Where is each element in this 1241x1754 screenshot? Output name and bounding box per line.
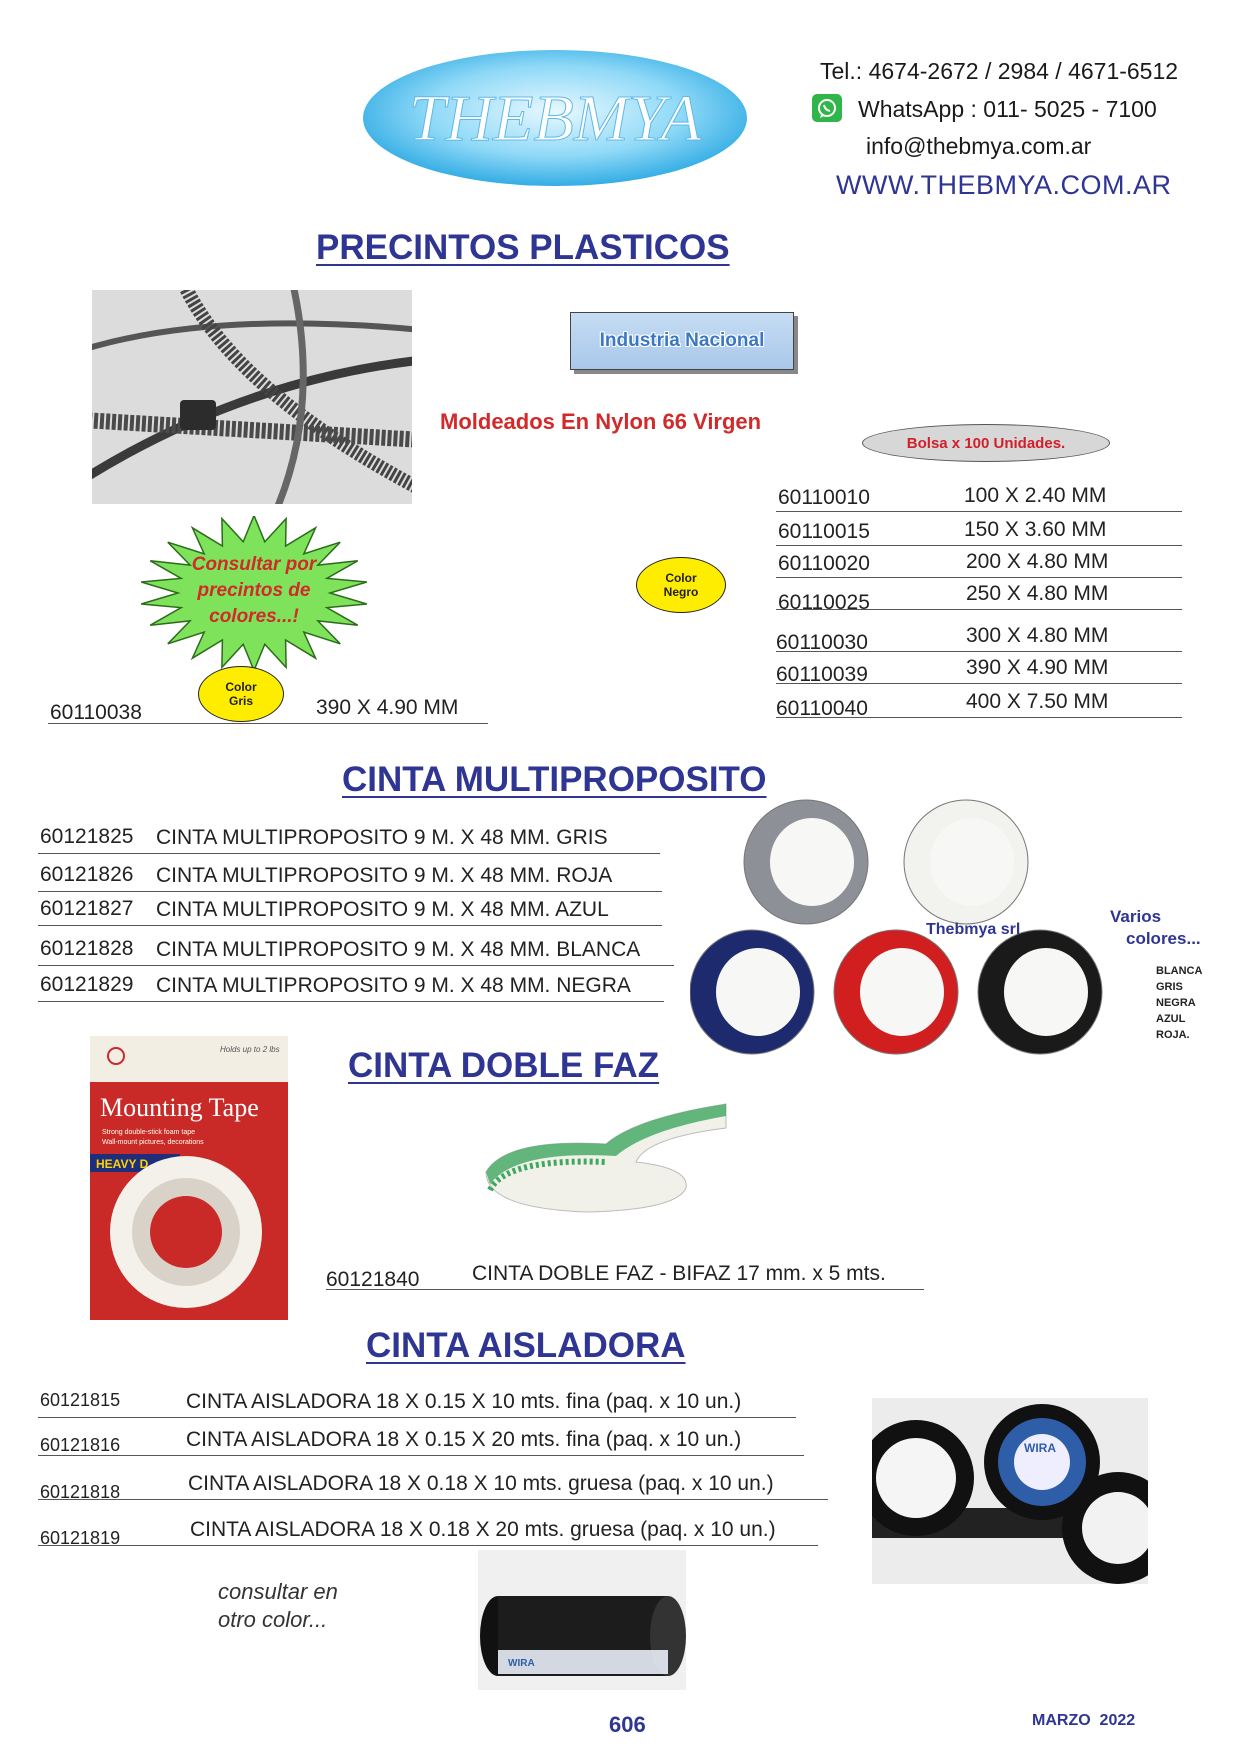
starburst-line: colores...! [209, 606, 299, 627]
table-row: 60121825 CINTA MULTIPROPOSITO 9 M. X 48 MM. GRIS [38, 824, 660, 854]
svg-text:NEGRA: NEGRA [1156, 997, 1196, 1009]
table-row: 60110038 390 X 4.90 MM [48, 694, 488, 724]
starburst-line: Consultar por [191, 554, 317, 575]
svg-text:Wall-mount pictures, decoratio: Wall-mount pictures, decorations [102, 1139, 204, 1146]
email: info@thebmya.com.ar [866, 133, 1092, 159]
svg-text:Holds up to 2 lbs: Holds up to 2 lbs [220, 1045, 280, 1054]
wira-tapes-photo [872, 1398, 1148, 1584]
table-row: 60121828 CINTA MULTIPROPOSITO 9 M. X 48 MM. BLANCA [38, 936, 674, 966]
tape-roll-core-icon [770, 818, 854, 906]
edition-date: MARZO 2022 [1032, 1712, 1136, 1729]
consultar-otro-color: consultar en otro color... [218, 1579, 338, 1632]
table-row: 60121827 CINTA MULTIPROPOSITO 9 M. X 48 MM. AZUL [38, 896, 662, 926]
double-sided-tape-photo [476, 1098, 732, 1230]
tape-roll-core-icon [1004, 948, 1088, 1036]
section-title-multiproposito: CINTA MULTIPROPOSITO [342, 760, 767, 799]
phone-numbers: Tel.: 4674-2672 / 2984 / 4671-6512 [820, 58, 1179, 84]
table-row: 60121829 CINTA MULTIPROPOSITO 9 M. X 48 MM. NEGRA [38, 972, 664, 1002]
table-row: 60110010 100 X 2.40 MM [776, 482, 1182, 512]
section-title-aisladora: CINTA AISLADORA [366, 1326, 686, 1365]
tape-roll-core-icon [860, 948, 944, 1036]
table-row: 60110039 390 X 4.90 MM [776, 654, 1182, 684]
table-row: 60110040 400 X 7.50 MM [776, 688, 1182, 718]
table-row: 60121840 CINTA DOBLE FAZ - BIFAZ 17 mm. x 5 mts. [326, 1260, 924, 1290]
svg-text:Strong double-stick foam tape: Strong double-stick foam tape [102, 1129, 195, 1136]
table-row: 60121819 CINTA AISLADORA 18 X 0.18 X 20 mts. gruesa (paq. x 10 un.) [38, 1516, 818, 1546]
svg-text:Mounting Tape: Mounting Tape [100, 1093, 259, 1122]
tape-roll-core-icon [930, 818, 1014, 906]
mounting-tape-package-photo [90, 1036, 288, 1320]
table-row: 60121816 CINTA AISLADORA 18 X 0.15 X 20 mts. fina (paq. x 10 un.) [38, 1426, 804, 1456]
svg-text:THEBMYA: THEBMYA [408, 82, 702, 155]
svg-text:GRIS: GRIS [1156, 981, 1183, 993]
whatsapp-number: WhatsApp : 011- 5025 - 7100 [858, 96, 1157, 122]
section-title-doblefaz: CINTA DOBLE FAZ [348, 1046, 660, 1085]
whatsapp-icon [812, 94, 842, 122]
page-number: 606 [609, 1712, 646, 1737]
industria-nacional-badge: Industria Nacional [570, 312, 794, 370]
table-row: 60121818 CINTA AISLADORA 18 X 0.18 X 10 mts. gruesa (paq. x 10 un.) [38, 1470, 828, 1500]
svg-text:AZUL: AZUL [1156, 1013, 1186, 1025]
website: WWW.THEBMYA.COM.AR [836, 170, 1172, 200]
svg-text:Thebmya srl: Thebmya srl [926, 921, 1021, 938]
color-gris-badge: Color Gris [198, 666, 284, 722]
svg-text:WIRA: WIRA [508, 1658, 535, 1669]
multipurpose-tapes-photo [690, 796, 1210, 1076]
tape-roll-core-icon [716, 948, 800, 1036]
svg-text:WIRA: WIRA [1024, 1441, 1056, 1455]
section-title-precintos: PRECINTOS PLASTICOS [316, 228, 730, 267]
table-row: 60121815 CINTA AISLADORA 18 X 0.15 X 10 mts. fina (paq. x 10 un.) [38, 1388, 796, 1418]
material-note: Moldeados En Nylon 66 Virgen [440, 409, 762, 434]
starburst-consultar [138, 516, 370, 670]
starburst-line: precintos de [197, 580, 311, 601]
color-negro-badge: Color Negro [636, 557, 726, 613]
table-row: 60110020 200 X 4.80 MM [776, 548, 1182, 578]
svg-text:ROJA.: ROJA. [1156, 1029, 1190, 1041]
svg-text:BLANCA: BLANCA [1156, 965, 1203, 977]
table-row: 60110025 250 X 4.80 MM [776, 580, 1182, 610]
svg-text:Varios: Varios [1110, 907, 1162, 926]
svg-text:HEAVY D: HEAVY D [96, 1157, 149, 1171]
table-row: 60110030 300 X 4.80 MM [776, 622, 1182, 652]
table-row: 60110015 150 X 3.60 MM [776, 516, 1182, 546]
bolsa-badge: Bolsa x 100 Unidades. [862, 424, 1110, 462]
svg-text:colores...: colores... [1126, 929, 1201, 948]
wira-tape-pack-photo [478, 1550, 686, 1690]
thebmya-logo [360, 48, 750, 188]
cable-ties-photo [92, 290, 412, 504]
table-row: 60121826 CINTA MULTIPROPOSITO 9 M. X 48 MM. ROJA [38, 862, 662, 892]
